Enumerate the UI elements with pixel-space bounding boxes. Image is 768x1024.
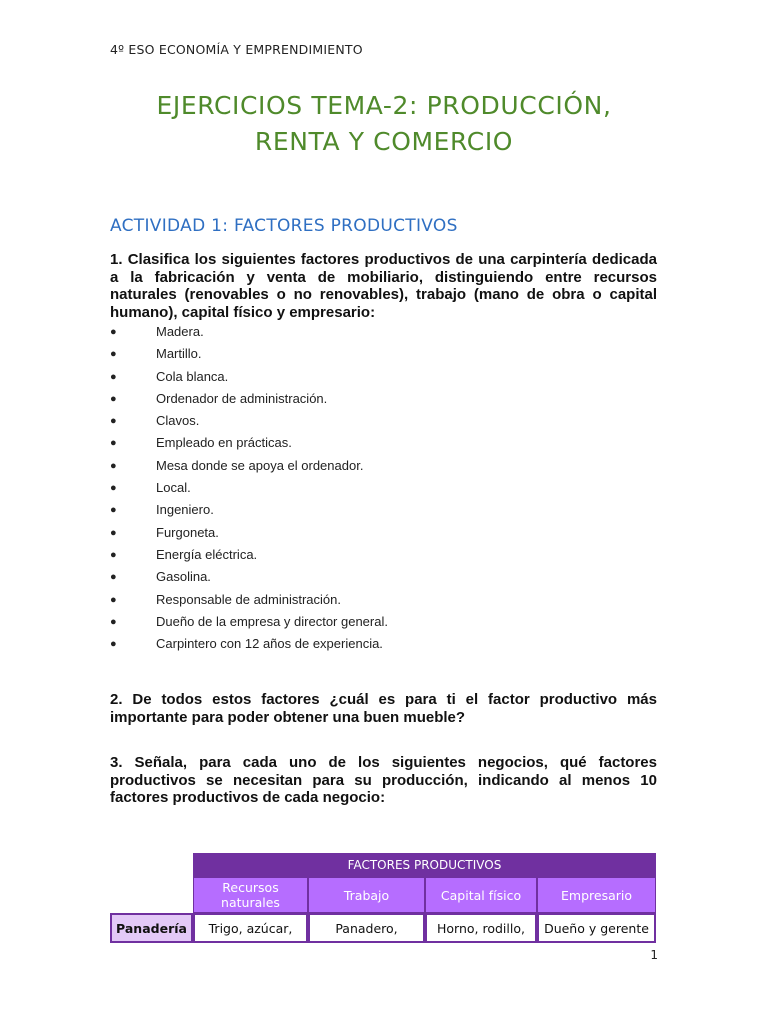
table-row (110, 913, 656, 943)
bullet-icon: ● (110, 370, 117, 383)
table-cell: Dueño y gerente (537, 913, 656, 943)
column-header-empresario: Empresario (537, 877, 656, 913)
bullet-icon: ● (110, 504, 117, 517)
table-corner (110, 853, 193, 877)
title-line-1: EJERCICIOS TEMA-2: PRODUCCIÓN, (156, 91, 612, 120)
bullet-icon: ● (110, 482, 117, 495)
question-3: 3. Señala, para cada uno de los siguientes negocios, qué factores productivos se necesitan para su producción, indicando al menos 10 factores productivos de cada negocio: (110, 754, 657, 806)
question-1: 1. Clasifica los siguientes factores productivos de una carpintería dedicada a la fabricación y venta de mobiliario, distinguiendo entre recursos naturales (renovables o no renovables), trabajo (mano de obra o capital humano), capital físico y empresario: (110, 251, 657, 321)
table-columns-row (110, 877, 656, 913)
table-cell: Trigo, azúcar, (193, 913, 308, 943)
table-top-header: FACTORES PRODUCTIVOS (193, 853, 656, 877)
table-header-row (110, 853, 656, 877)
document-header: 4º ESO ECONOMÍA Y EMPRENDIMIENTO (110, 42, 363, 57)
bullet-icon: ● (110, 571, 117, 584)
bullet-icon: ● (110, 615, 117, 628)
bullet-icon: ● (110, 415, 117, 428)
column-header-capital: Capital físico (425, 877, 537, 913)
question-2: 2. De todos estos factores ¿cuál es para ti el factor productivo más importante para poder obtener una buen mueble? (110, 691, 657, 726)
factors-table (110, 853, 656, 943)
bullet-icon: ● (110, 437, 117, 450)
bullet-icon: ● (110, 348, 117, 361)
column-header-trabajo: Trabajo (308, 877, 425, 913)
bullet-icon: ● (110, 526, 117, 539)
table-corner (110, 877, 193, 913)
section-title: ACTIVIDAD 1: FACTORES PRODUCTIVOS (110, 216, 458, 236)
row-header-panaderia: Panadería (110, 913, 193, 943)
column-header-recursos: Recursos naturales (193, 877, 308, 913)
title-line-2: RENTA Y COMERCIO (254, 127, 514, 156)
bullet-icon: ● (110, 392, 117, 405)
page-number: 1 (650, 948, 658, 962)
table-cell: Panadero, (308, 913, 425, 943)
bullet-icon: ● (110, 638, 117, 651)
document-title (0, 88, 768, 160)
bullet-icon: ● (110, 548, 117, 561)
table-cell: Horno, rodillo, (425, 913, 537, 943)
bullet-icon: ● (110, 459, 117, 472)
bullet-icon: ● (110, 593, 117, 606)
bullet-icon: ● (110, 326, 117, 338)
